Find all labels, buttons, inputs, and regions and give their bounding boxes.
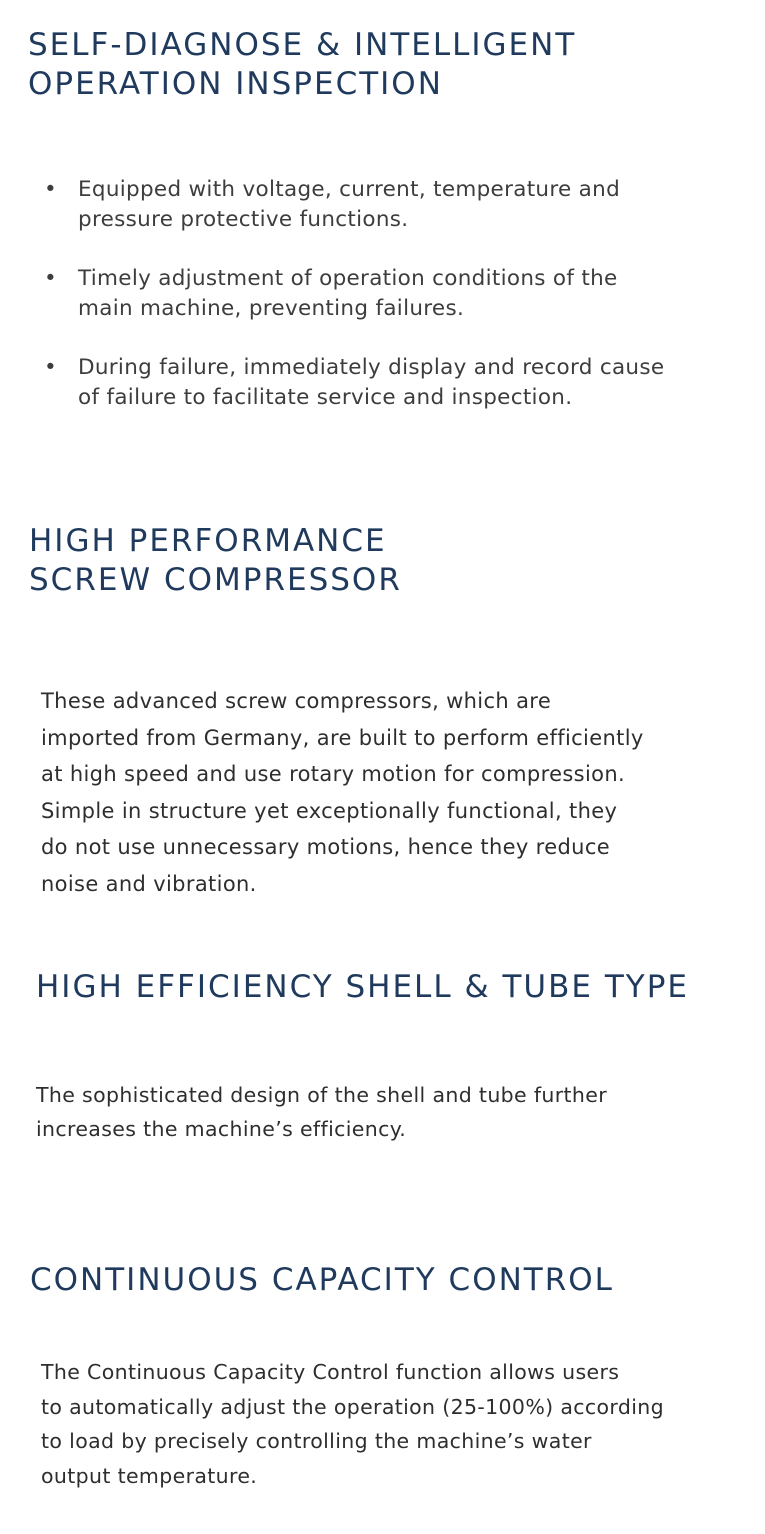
heading-line: SCREW COMPRESSOR bbox=[29, 562, 402, 598]
paragraph-line: Simple in structure yet exceptionally functional, they bbox=[41, 798, 618, 823]
heading-line: SELF-DIAGNOSE & INTELLIGENT bbox=[28, 27, 577, 63]
paragraph-line: increases the machine’s efficiency. bbox=[36, 1117, 407, 1141]
heading-line: HIGH PERFORMANCE bbox=[29, 523, 387, 559]
feature-bullet-list bbox=[44, 175, 744, 442]
bullet-text-line: During failure, immediately display and record cause bbox=[78, 355, 665, 380]
section-heading-shell-tube bbox=[36, 968, 689, 1007]
bullet-item bbox=[44, 264, 744, 324]
paragraph-line: do not use unnecessary motions, hence they reduce bbox=[41, 835, 610, 860]
paragraph-line: to load by precisely controlling the machine’s water bbox=[41, 1429, 592, 1454]
section-heading-capacity-control bbox=[30, 1261, 614, 1300]
bullet-text-line: main machine, preventing failures. bbox=[78, 296, 465, 321]
paragraph-line: These advanced screw compressors, which are bbox=[41, 689, 552, 713]
bullet-dot-icon: • bbox=[44, 266, 57, 291]
bullet-text-line: of failure to facilitate service and inspection. bbox=[78, 385, 573, 410]
paragraph-line: at high speed and use rotary motion for compression. bbox=[41, 762, 626, 787]
section-heading-screw-compressor bbox=[29, 522, 402, 600]
capacity-control-description bbox=[41, 1355, 664, 1493]
bullet-text-line: pressure protective functions. bbox=[78, 207, 409, 232]
heading-line: OPERATION INSPECTION bbox=[28, 66, 443, 102]
screw-compressor-description bbox=[41, 683, 644, 903]
bullet-item bbox=[44, 175, 744, 235]
bullet-text-line: Equipped with voltage, current, temperature and bbox=[78, 177, 621, 202]
paragraph-line: The Continuous Capacity Control function allows users bbox=[41, 1360, 620, 1384]
paragraph-line: imported from Germany, are built to perform efficiently bbox=[41, 725, 644, 750]
bullet-dot-icon: • bbox=[44, 177, 57, 202]
bullet-text-line: Timely adjustment of operation conditions of the bbox=[78, 266, 618, 291]
paragraph-line: to automatically adjust the operation (25-100%) according bbox=[41, 1394, 664, 1419]
heading-line: CONTINUOUS CAPACITY CONTROL bbox=[30, 1262, 614, 1298]
heading-line: HIGH EFFICIENCY SHELL & TUBE TYPE bbox=[36, 969, 689, 1005]
paragraph-line: The sophisticated design of the shell and tube further bbox=[36, 1083, 608, 1107]
section-heading-self-diagnose bbox=[28, 26, 576, 104]
bullet-dot-icon: • bbox=[44, 355, 57, 380]
bullet-item bbox=[44, 353, 744, 413]
shell-tube-description bbox=[36, 1078, 607, 1146]
paragraph-line: noise and vibration. bbox=[41, 871, 257, 896]
paragraph-line: output temperature. bbox=[41, 1463, 258, 1488]
